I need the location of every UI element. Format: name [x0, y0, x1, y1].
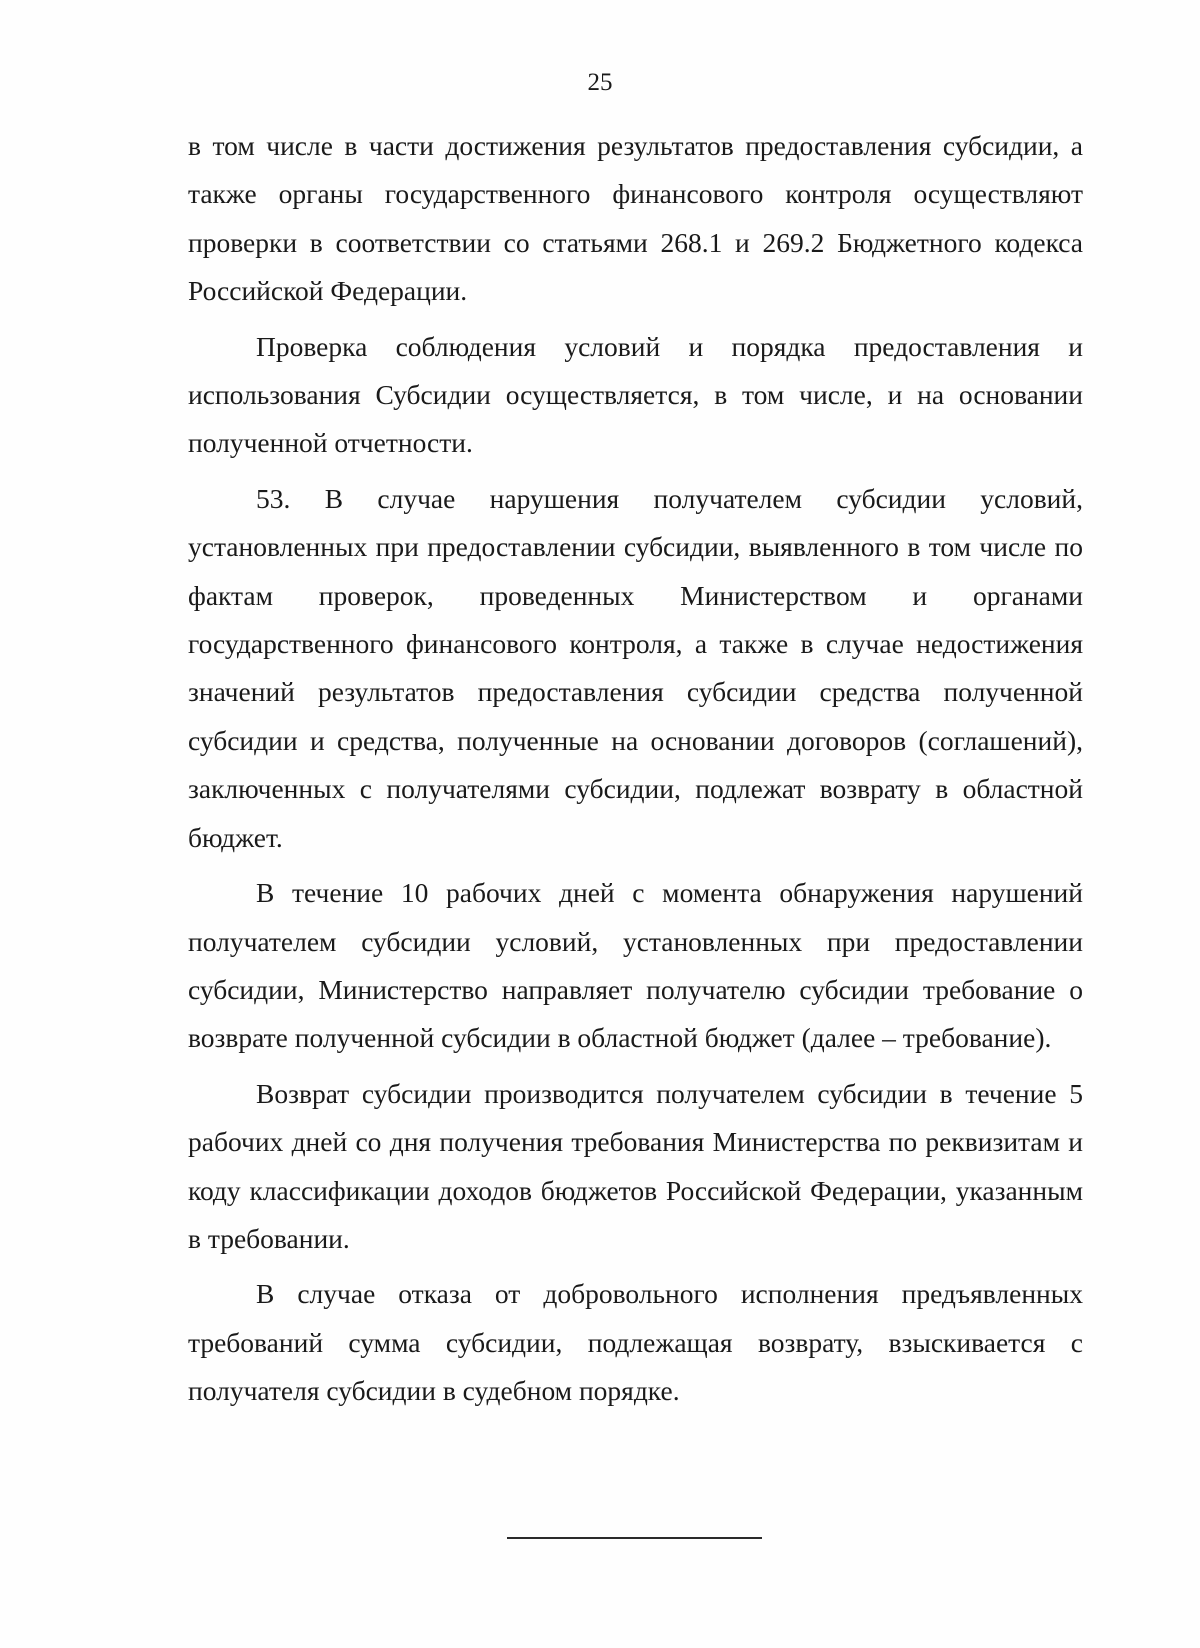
paragraph-court-recovery: В случае отказа от добровольного исполнения предъявленных требований сумма субсидии, подлежащая возврату, взыскивается с получателя субсидии в судебном порядке. — [188, 1278, 1083, 1407]
paragraph-continuation: в том числе в части достижения результатов предоставления субсидии, а также органы государственного финансового контроля осуществляют проверки в соответствии со статьями 268.1 и 269.2 Бюджетного кодекса Российской Федерации. — [188, 130, 1083, 307]
document-body — [188, 122, 1083, 1423]
page-number: 25 — [587, 69, 613, 96]
paragraph-refund-term: Возврат субсидии производится получателем субсидии в течение 5 рабочих дней со дня получения требования Министерства по реквизитам и коду классификации доходов бюджетов Российской Федерации, указанным в требовании. — [188, 1077, 1083, 1254]
paragraph-demand-notice: В течение 10 рабочих дней с момента обнаружения нарушений получателем субсидии условий, установленных при предоставлении субсидии, Министерство направляет получателю субсидии требование о возврате полученной субсидии в областной бюджет (далее – требование). — [188, 877, 1083, 1054]
paragraph-verification: Проверка соблюдения условий и порядка предоставления и использования Субсидии осуществляется, в том числе, и на основании полученной отчетности. — [188, 330, 1083, 459]
paragraph-clause-53: 53. В случае нарушения получателем субсидии условий, установленных при предоставлении субсидии, выявленного в том числе по фактам проверок, проведенных Министерством и органами государственного финансового контроля, а также в случае недостижения значений результатов предоставления субсидии средства полученной субсидии и средства, полученные на основании договоров (соглашений), заключенных с получателями субсидии, подлежат возврату в областной бюджет. — [188, 482, 1083, 853]
end-of-document-rule — [507, 1537, 762, 1539]
